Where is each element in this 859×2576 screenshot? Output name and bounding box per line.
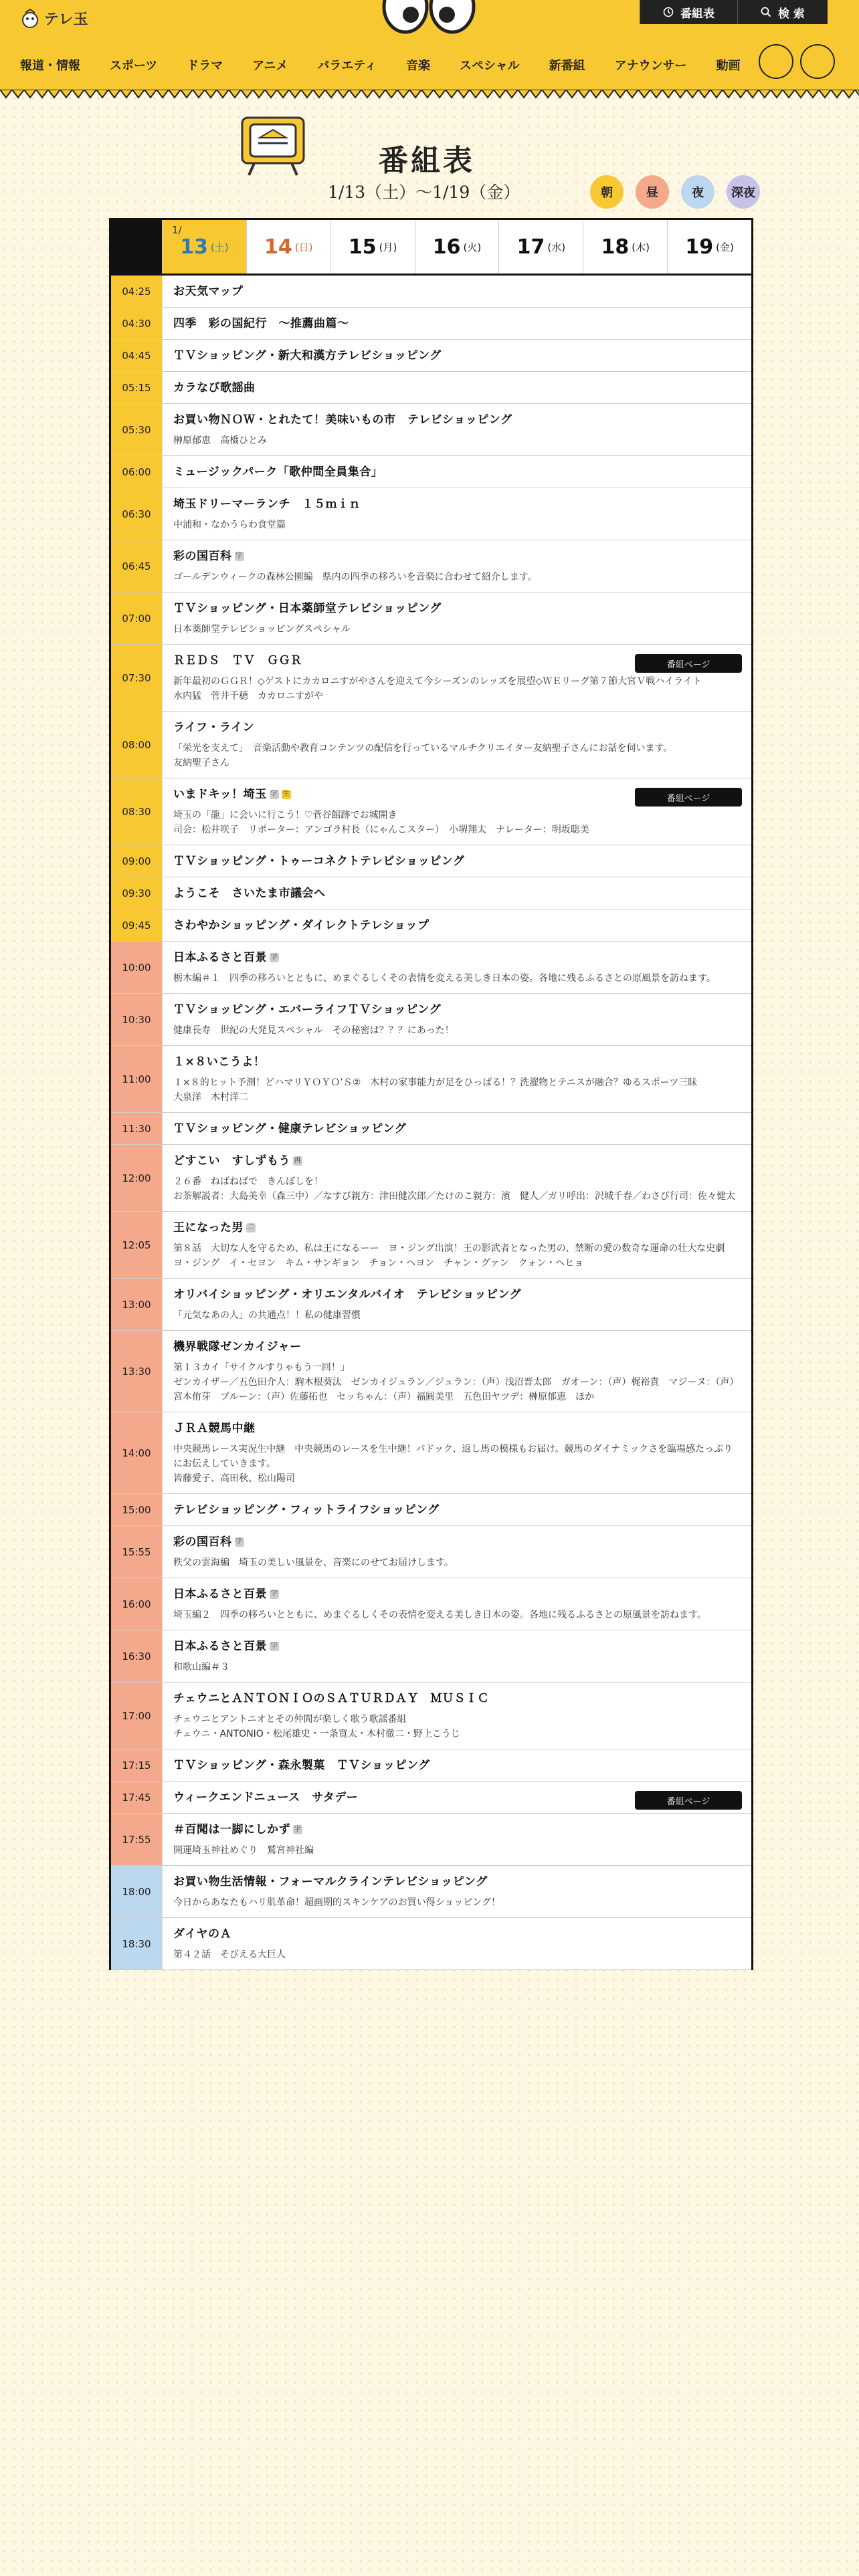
program-title[interactable] <box>173 853 742 869</box>
program-row[interactable] <box>111 1866 751 1918</box>
program-description-line: 第４２話 そびえる大巨人 <box>173 1949 286 1960</box>
program-title-text: オリバイショッピング・オリエンタルバイオ テレビショッピング <box>173 1288 522 1301</box>
program-title-text: どすこい すしずもう <box>173 1154 290 1168</box>
program-description-line: チェウニとアントニオとその仲間が楽しく歌う歌謡番組 <box>173 1714 407 1725</box>
program-badge: 字 <box>235 1538 243 1545</box>
program-cell[interactable] <box>162 276 751 307</box>
day-weekday: (金) <box>716 241 734 253</box>
program-row[interactable] <box>111 1145 751 1212</box>
program-row[interactable] <box>111 540 751 593</box>
mascot-eyes-icon <box>379 0 479 40</box>
program-description <box>173 622 742 637</box>
program-description <box>173 1241 742 1271</box>
program-description-line: 大泉洋 木村洋二 <box>173 1092 248 1103</box>
program-title[interactable] <box>173 496 742 512</box>
program-title-text: ようこそ さいたま市議会へ <box>173 887 326 900</box>
program-description-line: チェウニ・ANTONIO・松尾雄史・一条寛太・木村徹二・野上こうじ <box>173 1729 460 1739</box>
program-title[interactable] <box>173 412 742 428</box>
program-cell[interactable] <box>162 1526 751 1578</box>
program-badge: 字 <box>270 1642 278 1650</box>
program-time: 11:30 <box>111 1113 162 1144</box>
program-cell[interactable] <box>162 1630 751 1682</box>
program-description <box>173 1947 742 1962</box>
program-cell[interactable] <box>162 1046 751 1112</box>
nav-item[interactable]: バラエティ <box>317 59 377 73</box>
program-title[interactable] <box>173 918 742 934</box>
search-link-label: 検 索 <box>778 7 805 21</box>
program-title-text: ＴＶショッピング・新大和漢方テレビショッピング <box>173 349 442 362</box>
program-time: 06:45 <box>111 540 162 592</box>
program-title[interactable] <box>173 1287 742 1303</box>
day-weekday: (火) <box>463 241 482 253</box>
program-cell[interactable] <box>162 1683 751 1749</box>
program-title[interactable] <box>173 1638 742 1654</box>
program-time: 17:15 <box>111 1749 162 1781</box>
nav-item[interactable]: スポーツ <box>110 59 158 73</box>
program-description <box>173 518 742 532</box>
day-weekday: (月) <box>379 241 397 253</box>
program-title-text: ＲＥＤＳ ＴＶ ＧＧＲ <box>173 654 302 667</box>
program-row[interactable] <box>111 877 751 909</box>
program-title[interactable] <box>173 1002 742 1018</box>
program-description <box>173 1075 742 1105</box>
date-range: 1/13（土）～1/19（金） <box>328 183 520 202</box>
program-description-line: 皆藤愛子、高田秋、松山陽司 <box>173 1473 295 1484</box>
search-link[interactable] <box>737 0 828 24</box>
page-title: 番組表 <box>379 144 475 178</box>
program-title[interactable] <box>173 284 742 300</box>
program-title[interactable] <box>173 464 742 480</box>
day-weekday: (木) <box>632 241 650 253</box>
program-description-line: ゴールデンウィークの森林公園編 県内の四季の移ろいを音楽に合わせて紹介します。 <box>173 572 537 582</box>
program-time: 10:30 <box>111 994 162 1045</box>
time-band-filters <box>590 175 760 209</box>
program-cell[interactable] <box>162 593 751 644</box>
program-description-line: 友納聖子さん <box>173 758 229 768</box>
day-number: 15 <box>348 235 377 259</box>
program-title-text: 日本ふるさと百景 <box>173 1588 267 1601</box>
program-cell[interactable] <box>162 456 751 488</box>
clock-icon <box>663 7 674 17</box>
program-description <box>173 1174 742 1204</box>
program-row[interactable] <box>111 712 751 778</box>
program-title-text: さわやかショッピング・ダイレクトテレショップ <box>173 919 430 932</box>
program-description <box>173 1843 742 1858</box>
program-title[interactable] <box>173 885 742 901</box>
program-cell[interactable] <box>162 909 751 941</box>
program-title-text: お買い物ＮＯＷ・とれたて！美味いもの市 テレビショッピング <box>173 413 512 427</box>
filter-button[interactable]: 昼 <box>636 175 669 209</box>
program-title[interactable] <box>173 548 742 564</box>
program-description <box>173 674 742 704</box>
program-time: 06:30 <box>111 488 162 540</box>
program-row[interactable] <box>111 1331 751 1412</box>
nav-item[interactable]: ドラマ <box>187 59 223 73</box>
program-row[interactable] <box>111 994 751 1046</box>
day-weekday: (土) <box>210 241 229 253</box>
program-row[interactable] <box>111 1046 751 1113</box>
program-badge: 字 <box>270 790 278 798</box>
program-title-text: テレビショッピング・フィットライフショッピング <box>173 1503 440 1517</box>
program-time: 14:00 <box>111 1412 162 1493</box>
program-description <box>173 570 742 584</box>
program-title[interactable] <box>173 720 742 736</box>
program-cell[interactable] <box>162 1113 751 1144</box>
program-title[interactable] <box>173 1420 742 1436</box>
program-description <box>173 1308 742 1323</box>
program-title[interactable] <box>173 601 742 617</box>
program-description <box>173 808 742 837</box>
nav-item[interactable]: 新番組 <box>549 59 585 73</box>
nav-item[interactable]: 動画 <box>716 59 741 73</box>
program-description-line: ２６番 ねばねばで きんぼしを！ <box>173 1176 323 1187</box>
day-tab[interactable] <box>667 220 751 274</box>
program-row[interactable] <box>111 488 751 540</box>
schedule-link-label: 番組表 <box>680 7 714 21</box>
program-title-text: 日本ふるさと百景 <box>173 1640 267 1653</box>
program-time: 05:15 <box>111 372 162 403</box>
day-tab[interactable] <box>583 220 667 274</box>
day-tab[interactable] <box>246 220 330 274</box>
program-title[interactable] <box>173 348 742 364</box>
program-time: 17:00 <box>111 1683 162 1749</box>
program-description <box>173 433 742 448</box>
program-row[interactable] <box>111 593 751 645</box>
program-cell[interactable] <box>162 645 751 711</box>
program-cell[interactable] <box>162 1331 751 1412</box>
program-cell[interactable] <box>162 712 751 778</box>
program-cell[interactable] <box>162 340 751 371</box>
program-title-text: ＴＶショッピング・健康テレビショッピング <box>173 1122 407 1136</box>
day-number: 16 <box>432 235 461 259</box>
program-description-line: 秩父の雲海編 埼玉の美しい風景を、音楽にのせてお届けします。 <box>173 1558 454 1568</box>
program-row[interactable] <box>111 372 751 404</box>
day-weekday: (水) <box>547 241 566 253</box>
program-row[interactable] <box>111 1918 751 1970</box>
day-tab[interactable] <box>498 220 583 274</box>
day-tab[interactable] <box>330 220 415 274</box>
program-title-text: カラなび歌謡曲 <box>173 381 256 395</box>
program-title-text: ＴＶショッピング・エバーライフＴＶショッピング <box>173 1003 442 1016</box>
program-description-line: 「栄光を支えて」 音楽活動や教育コンテンツの配信を行っているマルチクリエイター友納聖子さんにお話を伺います。 <box>173 743 673 754</box>
program-row[interactable] <box>111 1814 751 1866</box>
day-number: 18 <box>601 235 630 259</box>
program-cell[interactable] <box>162 1866 751 1917</box>
program-row[interactable] <box>111 909 751 942</box>
program-description <box>173 1360 742 1404</box>
program-row[interactable] <box>111 1279 751 1331</box>
day-tab[interactable] <box>415 220 499 274</box>
program-title-text: 機界戦隊ゼンカイジャー <box>173 1340 302 1354</box>
program-title[interactable] <box>173 1586 742 1602</box>
program-title[interactable] <box>173 1822 742 1838</box>
program-cell[interactable] <box>162 1212 751 1278</box>
program-time: 16:00 <box>111 1578 162 1630</box>
program-title[interactable] <box>173 1220 742 1236</box>
program-title[interactable] <box>173 1874 742 1890</box>
program-row[interactable] <box>111 1526 751 1578</box>
program-title-text: 四季 彩の国紀行 ～推薦曲篇～ <box>173 317 349 330</box>
program-time: 07:30 <box>111 645 162 711</box>
program-description-line: 埼玉の「龍」に会いに行こう！♡菅谷館跡でお城開き <box>173 810 397 821</box>
nav-item[interactable]: アナウンサー <box>614 59 687 73</box>
main-nav <box>20 56 770 74</box>
program-title[interactable] <box>173 1757 742 1774</box>
program-description-line: 今日からあなたもハリ肌革命！超画期的スキンケアのお買い得ショッピング！ <box>173 1897 501 1908</box>
program-badge: 字 <box>294 1826 302 1833</box>
program-row[interactable] <box>111 404 751 456</box>
program-row[interactable] <box>111 1630 751 1683</box>
program-time: 17:55 <box>111 1814 162 1865</box>
program-time: 12:05 <box>111 1212 162 1278</box>
program-cell[interactable] <box>162 845 751 877</box>
program-title-text: 王になった男 <box>173 1221 244 1235</box>
program-badge: 字 <box>235 552 243 560</box>
top-links <box>640 0 828 24</box>
program-description-line: 司会：松井咲子 リポーター：アンゴラ村長（にゃんこスター） 小堺翔太 ナレーター：明坂聡美 <box>173 825 589 835</box>
mascot-character-icon[interactable] <box>800 44 835 79</box>
nav-item[interactable]: アニメ <box>252 59 288 73</box>
program-description-line: 開運埼玉神社めぐり 鷲宮神社編 <box>173 1845 314 1856</box>
program-badge: 字 <box>270 1590 278 1598</box>
search-icon <box>761 7 771 17</box>
program-description <box>173 971 742 986</box>
program-title-text: ミュージックパーク「歌仲間全員集合」 <box>173 465 383 479</box>
program-time: 18:30 <box>111 1918 162 1969</box>
program-title-text: お天気マップ <box>173 285 244 298</box>
program-badge: 再 <box>294 1157 302 1164</box>
program-cell[interactable] <box>162 942 751 993</box>
program-cell[interactable] <box>162 1749 751 1781</box>
program-cell[interactable] <box>162 1279 751 1330</box>
program-schedule <box>109 218 753 1970</box>
program-title[interactable] <box>173 950 742 966</box>
day-month: 1/ <box>172 224 182 236</box>
program-time: 07:00 <box>111 593 162 644</box>
program-row[interactable] <box>111 1749 751 1782</box>
filter-button[interactable]: 深夜 <box>727 175 760 209</box>
program-title[interactable] <box>173 1534 742 1550</box>
program-cell[interactable] <box>162 308 751 339</box>
program-badge: 字 <box>270 954 278 961</box>
program-title[interactable] <box>173 380 742 396</box>
program-cell[interactable] <box>162 1814 751 1865</box>
program-cell[interactable] <box>162 877 751 909</box>
nav-item[interactable]: 報道・情報 <box>20 59 80 73</box>
mascot-character-icon[interactable] <box>759 44 793 79</box>
program-page-button[interactable]: 番組ページ <box>635 654 742 673</box>
program-title-text: 彩の国百科 <box>173 1535 232 1549</box>
program-title-text: 彩の国百科 <box>173 550 232 563</box>
program-cell[interactable] <box>162 404 751 455</box>
filter-button[interactable]: 朝 <box>590 175 624 209</box>
program-time: 04:30 <box>111 308 162 339</box>
day-weekday: (日) <box>294 241 313 253</box>
program-description-line: 第１３カイ「サイクルすりゃもう一回！」 <box>173 1362 350 1373</box>
mascot-logo-icon <box>20 9 40 29</box>
program-title-text: いまドキッ！埼玉 <box>173 788 267 801</box>
program-row[interactable] <box>111 1578 751 1630</box>
program-cell[interactable] <box>162 1494 751 1525</box>
program-time: 18:00 <box>111 1866 162 1917</box>
program-description <box>173 1023 742 1038</box>
program-title-text: ＃百聞は一脚にしかず <box>173 1823 290 1836</box>
program-time: 15:55 <box>111 1526 162 1578</box>
program-row[interactable] <box>111 1212 751 1279</box>
program-description-line: 中央競馬レース実況生中継 中央競馬のレースを生中継！パドック、返し馬の模様もお届け。競馬のダイナミックさを臨場感たっぷりにお伝えしていきます。 <box>173 1444 733 1469</box>
nav-item[interactable]: 音楽 <box>405 59 430 73</box>
program-row[interactable] <box>111 1782 751 1814</box>
program-description-line: 水内猛 菅井千穂 カカロニすがや <box>173 691 323 702</box>
program-cell[interactable] <box>162 778 751 845</box>
program-title[interactable] <box>173 1054 742 1070</box>
program-title-text: お買い物生活情報・フォーマルクラインテレビショッピング <box>173 1875 488 1889</box>
nav-item[interactable]: スペシャル <box>459 59 520 73</box>
program-row[interactable] <box>111 340 751 372</box>
program-row[interactable] <box>111 1683 751 1749</box>
program-description-line: 第８話 大切な人を守るため、私は王になるーー ヨ・ジング出演！王の影武者となった男の、禁断の愛の数奇な運命の壮大な史劇 <box>173 1243 725 1254</box>
day-tab[interactable] <box>162 220 246 274</box>
program-time: 09:45 <box>111 909 162 941</box>
program-description-line: 栃木編＃１ 四季の移ろいとともに、めまぐるしくその表情を変える美しき日本の姿。各地に残るふるさとの原風景を訪ねます。 <box>173 973 716 984</box>
program-description-line: ゼンカイザー／五色田介人：駒木根葵汰 ゼンカイジュラン／ジュラン：（声）浅沼晋太郎 ガオーン：（声）梶裕貴 マジーヌ：（声）宮本侑芽 ブルーン：（声）佐藤拓也 セッちゃん：（声）福圓美里 五色田ヤツデ：榊原郁恵 ほか <box>173 1377 739 1402</box>
program-cell[interactable] <box>162 1578 751 1630</box>
program-cell[interactable] <box>162 488 751 540</box>
program-time: 06:00 <box>111 456 162 488</box>
program-cell[interactable] <box>162 1145 751 1211</box>
program-cell[interactable] <box>162 1782 751 1813</box>
program-title-text: ＪＲＡ競馬中継 <box>173 1422 256 1435</box>
program-cell[interactable] <box>162 372 751 403</box>
program-badge: 二 <box>247 1224 255 1231</box>
program-cell[interactable] <box>162 1412 751 1493</box>
program-time: 09:30 <box>111 877 162 909</box>
day-number: 14 <box>264 235 292 259</box>
program-title-text: １×８いこうよ！ <box>173 1055 266 1069</box>
program-time: 10:00 <box>111 942 162 993</box>
program-time: 16:30 <box>111 1630 162 1682</box>
schedule-link[interactable] <box>640 0 737 24</box>
program-description <box>173 1660 742 1675</box>
header-zigzag-divider <box>0 90 859 99</box>
program-time: 15:00 <box>111 1494 162 1525</box>
program-title-text: ウィークエンドニュース サタデー <box>173 1791 359 1804</box>
day-selector-corner <box>111 220 162 274</box>
program-title-text: ライフ・ライン <box>173 721 254 734</box>
program-time: 08:30 <box>111 778 162 845</box>
program-description-line: 榊原郁恵 高橋ひとみ <box>173 435 267 446</box>
tv-mascot-icon <box>238 114 308 178</box>
program-page-button[interactable]: 番組ページ <box>635 1791 742 1810</box>
program-description-line: 健康長寿 世紀の大発見スペシャル その秘密は？？？にあった！ <box>173 1025 454 1036</box>
program-time: 05:30 <box>111 404 162 455</box>
logo-text: テレ玉 <box>44 11 88 28</box>
program-time: 04:25 <box>111 276 162 307</box>
program-row[interactable] <box>111 456 751 488</box>
program-time: 09:00 <box>111 845 162 877</box>
program-row[interactable] <box>111 276 751 308</box>
program-time: 13:30 <box>111 1331 162 1412</box>
program-time: 17:45 <box>111 1782 162 1813</box>
day-number: 13 <box>180 235 208 259</box>
program-title-text: ＴＶショッピング・日本薬師堂テレビショッピング <box>173 602 442 615</box>
day-number: 19 <box>685 235 714 259</box>
program-description-line: 埼玉編２ 四季の移ろいとともに、めまぐるしくその表情を変える美しき日本の姿。各地に残るふるさとの原風景を訪ねます。 <box>173 1610 706 1620</box>
program-description <box>173 741 742 770</box>
program-title[interactable] <box>173 1926 742 1942</box>
program-title[interactable] <box>173 1339 742 1355</box>
program-description-line: 「元気なあの人」の共通点！！私の健康習慣 <box>173 1310 361 1321</box>
program-title[interactable] <box>173 1691 742 1707</box>
program-title[interactable] <box>173 1153 742 1169</box>
program-row[interactable] <box>111 942 751 994</box>
program-row[interactable] <box>111 1113 751 1145</box>
program-time: 04:45 <box>111 340 162 371</box>
day-number: 17 <box>516 235 545 259</box>
program-time: 11:00 <box>111 1046 162 1112</box>
filter-button[interactable]: 夜 <box>681 175 714 209</box>
program-description-line: 和歌山編＃３ <box>173 1662 229 1673</box>
site-header <box>0 0 859 91</box>
program-description-line: １×８的ヒット予測！どハマリＹＯＹＯ’Ｓ② 木村の家事能力が足をひっぱる！？洗濯物とテニスが融合？ゆるスポーツ三昧 <box>173 1077 698 1088</box>
program-title[interactable] <box>173 1502 742 1518</box>
program-list <box>111 276 751 1970</box>
program-title-text: 埼玉ドリーマーランチ １５ｍｉｎ <box>173 498 361 511</box>
program-description-line: 新年最初のＧＧＲ！◇ゲストにカカロニすがやさんを迎えて今シーズンのレッズを展望◇ＷＥリーグ第７節大宮Ｖ戦ハイライト <box>173 676 702 687</box>
program-title-text: ＴＶショッピング・森永製菓 ＴＶショッピング <box>173 1759 430 1772</box>
program-cell[interactable] <box>162 994 751 1045</box>
program-description-line: 日本薬師堂テレビショッピングスペシャル <box>173 624 351 635</box>
program-title-text: ＴＶショッピング・トゥーコネクトテレビショッピング <box>173 855 465 868</box>
program-description <box>173 1895 742 1910</box>
program-row[interactable] <box>111 845 751 877</box>
logo[interactable] <box>20 8 88 29</box>
program-title-text: ダイヤのＡ <box>173 1927 232 1941</box>
program-title[interactable] <box>173 1121 742 1137</box>
program-time: 08:00 <box>111 712 162 778</box>
program-title-text: 日本ふるさと百景 <box>173 951 267 964</box>
program-description-line: ヨ・ジング イ・セヨン キム・サンギョン チョン・ヘヨン チャン・グァン クォン・ヘヒョ <box>173 1258 584 1269</box>
program-time: 12:00 <box>111 1145 162 1211</box>
program-row[interactable] <box>111 778 751 845</box>
program-title-text: チェウニとＡＮＴＯＮＩＯのＳＡＴＵＲＤＡＹ ＭＵＳＩＣ <box>173 1692 489 1705</box>
program-description <box>173 1608 742 1622</box>
program-description <box>173 1555 742 1570</box>
program-description <box>173 1442 742 1486</box>
day-selector <box>111 220 751 276</box>
program-row[interactable] <box>111 1494 751 1526</box>
program-description-line: 中浦和・なかうらわ食堂篇 <box>173 520 286 530</box>
program-row[interactable] <box>111 1412 751 1494</box>
program-description <box>173 1712 742 1741</box>
program-row[interactable] <box>111 308 751 340</box>
program-page-button[interactable]: 番組ページ <box>635 788 742 807</box>
program-cell[interactable] <box>162 540 751 592</box>
program-title[interactable] <box>173 316 742 332</box>
program-row[interactable] <box>111 645 751 712</box>
program-cell[interactable] <box>162 1918 751 1969</box>
program-description-line: お茶解説者：大島美幸（森三中）／なすび親方：津田健次郎／たけのこ親方：濱 健人／ガリ呼出：沢城千春／わさび行司：佐々健太 <box>173 1191 735 1202</box>
program-time: 13:00 <box>111 1279 162 1330</box>
program-badge: 生 <box>282 790 290 798</box>
